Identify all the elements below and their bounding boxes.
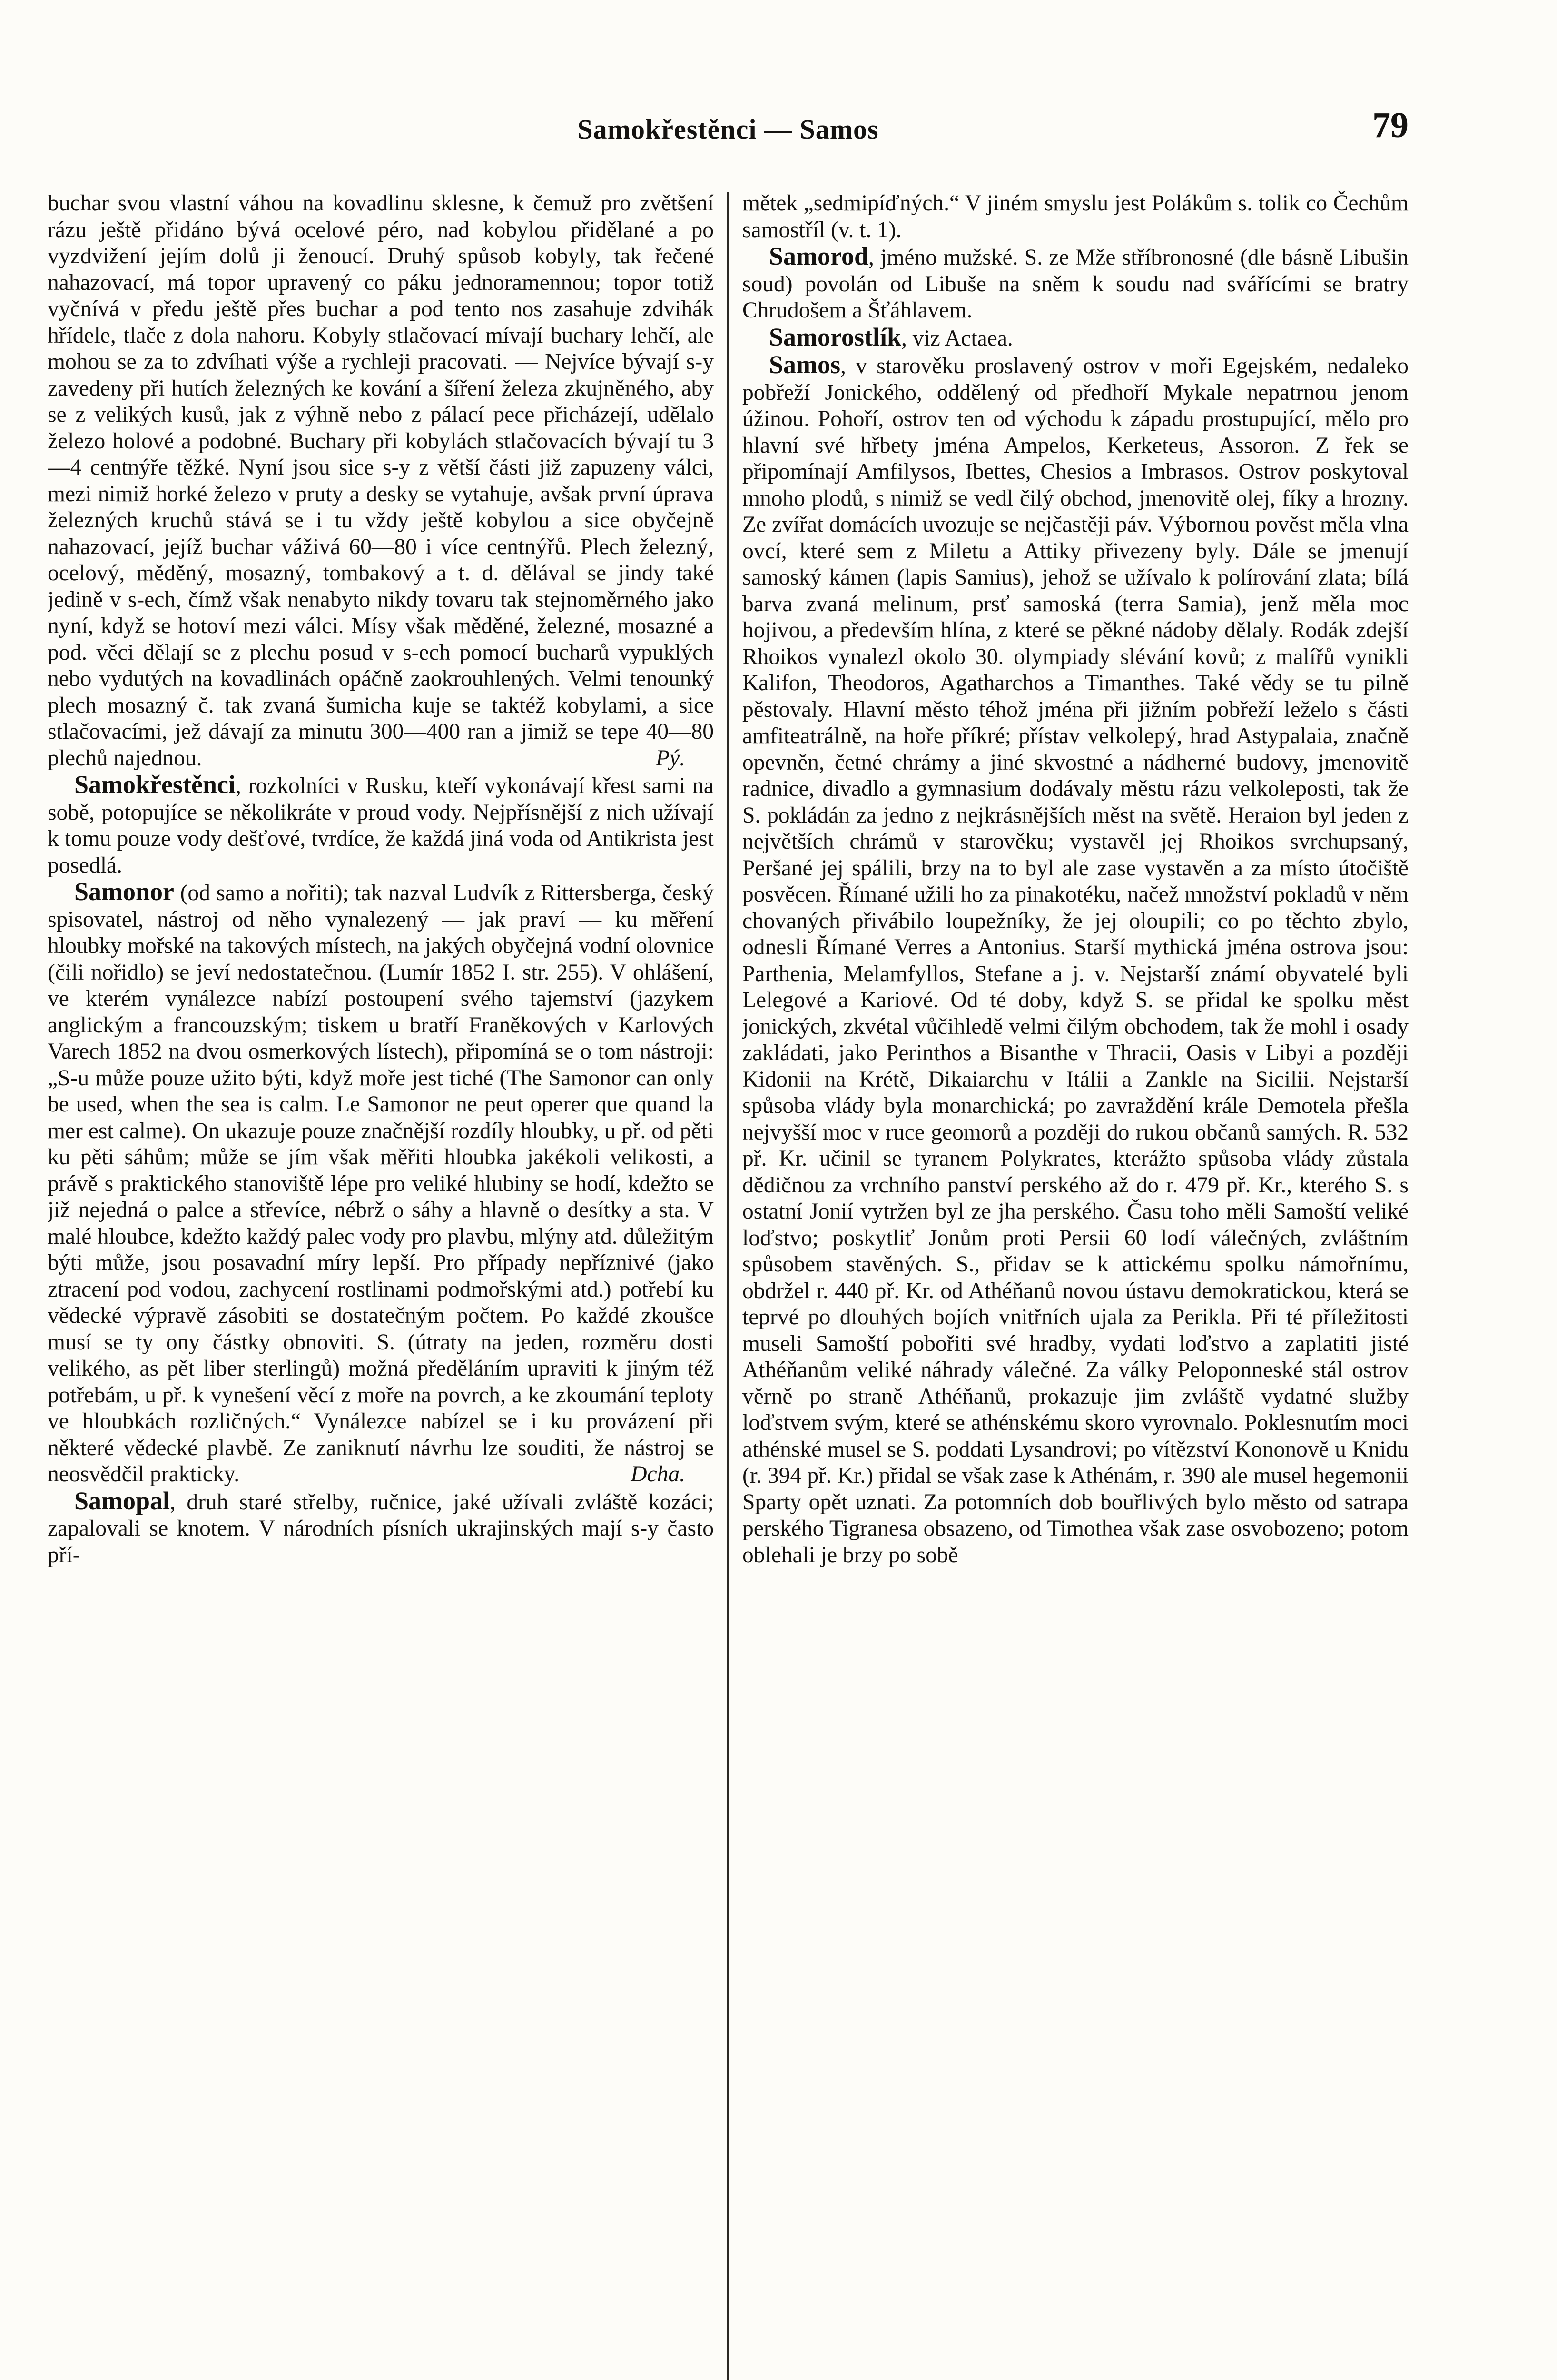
left-column — [48, 190, 714, 2380]
entry-headword: Samorod — [769, 242, 869, 270]
paragraph-buchar-continuation — [48, 190, 714, 772]
entry-text: , viz Actaea. — [901, 326, 1013, 351]
right-column — [742, 190, 1409, 2380]
entry-samos — [742, 352, 1409, 1568]
running-title: Samokřestěnci — Samos — [577, 114, 879, 145]
entry-samorod — [742, 243, 1409, 324]
entry-text: , jméno mužské. S. ze Mže stříbronosné (dle básně Libušin soud) povolán od Libuše na sněm k soudu nad svářícími se bratry Chrudošem a Šťáhlavem. — [742, 245, 1409, 323]
entry-headword: Samos — [769, 350, 841, 379]
author-signature: Dcha. — [631, 1462, 685, 1487]
entry-text: , v starověku proslavený ostrov v moři Egejském, nedaleko pobřeží Jonického, oddělený od předhoří Mykale nepatrnou jenom úžinou. Pohoří, ostrov ten od východu k západu prostupující, mělo pro hlavní své hřbety jména Ampelos, Kerketeus, Assoron. Z řek se připomínají Amfilysos, Ibettes, Chesios a Imbrasos. Ostrov poskytoval mnoho plodů, s nimiž se vedl čilý obchod, jmenovitě olej, fíky a hrozny. Ze zvířat domácích uvozuje se nejčastěji páv. Výbornou pověst měla vlna ovcí, které sem z Miletu a Attiky přivezeny byly. Dále se jmenují samoský kámen (lapis Samius), jehož se užívalo k polírování zlata; bílá barva zvaná melinum, prsť samoská (terra Samia), jenž měla moc hojivou, a především hlína, z které se pěkné nádoby dělaly. Rodák zdejší Rhoikos vynalezl okolo 30. olympiady slévání kovů; z malířů vynikli Kalifon, Theodoros, Agatharchos a Timanthes. Také vědy se tu pilně pěstovaly. Hlavní město téhož jména při jižním pobřeží leželo s části amfiteatrálně, na hoře příkré; přístav velkolepý, hrad Astypalaia, značně opevněn, četné chrámy a jiné skvostné a nádherné budovy, jmenovitě radnice, divadlo a gymnasium dodávaly městu rázu velkoleposti, tak že S. pokládán za jedno z nejkrásnějších měst na světě. Heraion byl jeden z největších chrámů v starověku; vystavěl jej Rhoikos svrchupsaný, Peršané jej spálili, brzy na to byl ale zase vystavěn a za místo útočiště posvěcen. Římané užili ho za pinakotéku, načež množství pokladů v něm chovaných přivábilo loupežníky, že jej oloupili; co po těchto zbylo, odnesli Římané Verres a Antonius. Starší mythická jména ostrova jsou: Parthenia, Melamfyllos, Stefane a j. v. Nejstarší známí obyvatelé byli Lelegové a Kariové. Od té doby, když S. se přidal ke spolku měst jonických, zkvétal vůčihledě velmi čilým obchodem, tak že mohl i osady zakládati, jako Perinthos a Bisanthe v Thracii, Oasis v Libyi a později Kidonii na Krétě, Dikaiarchu v Itálii a Zankle na Sicilii. Nejstarší spůsoba vlády byla monarchická; po zavraždění krále Demotela přešla nejvyšší moc v ruce geomorů a později do rukou občanů samých. R. 532 př. Kr. učinil se tyranem Polykrates, kterážto spůsoba vlády zůstala dědičnou za vrchního panství perského až do r. 479 př. Kr., kteréhо S. s ostatní Jonií vytržen byl ze jha perského. Času toho měli Samoští veliké loďstvo; poskytliť Jonům proti Persii 60 lodí válečných, zvláštním spůsobem stavěných. S., přidav se k attickému spolku námořnímu, obdržel r. 440 př. Kr. od Athéňanů novou ústavu demokratickou, která se teprvé po dlouhých bojích vnitřních ujala za Perikla. Při té příležitosti museli Samoští pobořiti své hradby, vydati loďstvo a zaplatiti jisté Athéňanům veliké náhrady válečné. Za války Peloponneské stál ostrov věrně po straně Athéňanů, prokazuje jim zvláště vydatné služby loďstvem svým, které se athénskému skoro vyrovnalo. Poklesnutím moci athénské musel se S. poddati Lysandrovi; po vítězství Kononově u Knidu (r. 394 př. Kr.) přidal se však zase k Athénám, r. 390 ale musel hegemonii Sparty opět uznati. Za potomních dob bouřlivých bylo město od satrapa perského Tigranesa obsazeno, od Timothea však zase osvobozeno; potom oblehali je brzy po sobě — [742, 354, 1409, 1567]
entry-headword: Samopal — [74, 1486, 170, 1515]
entry-headword: Samonor — [74, 877, 175, 906]
page-header — [48, 105, 1409, 157]
entry-samonor — [48, 879, 714, 1488]
entry-headword: Samorostlík — [769, 322, 902, 351]
entry-samorostlik — [742, 324, 1409, 352]
entry-headword: Samokřestěnci — [74, 770, 236, 799]
author-signature: Pý. — [656, 745, 685, 771]
entry-samopal — [48, 1488, 714, 1569]
paragraph-samopal-continuation — [742, 190, 1409, 243]
paragraph-text: mětek „sedmipíďných.“ V jiném smyslu jest Polákům s. tolik co Čechům samostříl (v. t. 1). — [742, 191, 1409, 242]
page-number: 79 — [1372, 105, 1409, 145]
entry-text: (od samo a nořiti); tak nazval Ludvík z Rittersberga, český spisovatel, nástroj od něho vynalezený — jak praví — ku měření hloubky mořské na takových místech, na jakých obyčejná vodní olovnice (čili nořidlo) se jeví nedostatečnou. (Lumír 1852 I. str. 255). V ohlášení, ve kterém vynálezce nabízí postoupení svého tajemství (jazykem anglickým a francouzským; tiskem u bratří Franěkových v Karlových Varech 1852 na dvou osmerkových lístech), připomíná se o tom nástroji: „S-u může pouze užito býti, když moře jest tiché (The Samonor can only be used, when the sea is calm. Le Samonor ne peut operer que quand la mer est calme). On ukazuje pouze značnější rozdíly hloubky, u př. od pěti ku pěti sáhům; může se jím však měřiti hloubka jakékoli velikosti, a právě s praktického stanoviště lépe pro veliké hlubiny se hodí, kdežto se již nejedná o palce a střevíce, nébrž o sáhy a hlavně o desítky a sta. V malé hloubce, kdežto každý palec vody pro plavbu, mlýny atd. důležitým býti může, jsou posavadní míry lepší. Pro případy nepříznivé (jako ztracení pod vodou, zachycení rostlinami podmořskými atd.) potřebí ku vědecké výpravě zásobiti se dostatečným počtem. Po každé zkoušce musí se ty ony částky obnoviti. S. (útraty na jeden, rozměru dosti velikého, as pět liber sterlingů) možná předěláním upraviti k jiným též potřebám, u př. k vynešení věcí z moře na povrch, a ke zkoumání teploty ve hloubkách rozličných.“ Vynálezce nabízel se i ku provázení při některé vědecké plavbě. Ze zaniknutí návrhu lze souditi, že nástroj se neosvědčil prakticky. — [48, 881, 714, 1487]
entry-samokrestenci — [48, 772, 714, 879]
paragraph-text: buchar svou vlastní váhou na kovadlinu sklesne, k čemuž pro zvětšení rázu ještě přidáno bývá ocelové péro, nad kobylou přidělané a po vyzdvižení jejím dolů ji ženoucí. Druhý spůsob kobyly, tak řečené nahazovací, má topor upravený co páku jednoramennou; topor totiž vyčnívá v předu ještě přes buchar a pod tento nos zasahuje zdvihák hřídele, tlače z dola nahoru. Kobyly stlačovací mívají buchary lehčí, ale mohou se za to zdvíhati výše a rychleji pracovati. — Nejvíce bývají s-y zavedeny při hutích železných ke kování a šíření železa zkujněného, aby se z velikých kusů, jak z výhně nebo z pálací pece přicházejí, udělalo železo holové a podobné. Buchary při kobylách stlačovacích bývají tu 3—4 centnýře těžké. Nyní jsou sice s-y z větší části již zapuzeny válci, mezi nimiž horké železo v pruty a desky se vytahuje, avšak první úprava železných kruchů stává se i tu vždy ještě kobylou a sice obyčejně nahazovací, jejíž buchar váživá 60—80 i více centnýřů. Plech železný, ocelový, měděný, mosazný, tombakový a t. d. dělával se jindy také jedině v s-ech, čímž však nenabyto nikdy tovaru tak stejnoměrného jako nyní, když se hotoví mezi válci. Mísy však měděné, železné, mosazné a pod. věci dělají se z plechu posud v s-ech pomocí bucharů vypuklých nebo vydutých na kovadlinách opáčně zaokrouhlených. Velmi tenounký plech mosazný č. tak zvaná šumicha kuje se taktéž kobylami, a sice stlačovacími, jež dávají za minutu 300—400 ran a jimiž se tepe 40—80 plechů najednou. — [48, 191, 714, 771]
entry-text: , druh staré střelby, ručnice, jaké užívali zvláště kozáci; zapalovali se knotem. V národních písních ukrajinských mají s-y často pří- — [48, 1489, 714, 1567]
entry-text: , rozkolníci v Rusku, kteří vykonávají křest sami na sobě, potopujíce se několikráte v proud vody. Nejpřísnější z nich užívají k tomu pouze vody dešťové, tvrdíce, že každá jiná voda od Antikrista jest posedlá. — [48, 774, 714, 878]
column-divider — [727, 192, 729, 2380]
